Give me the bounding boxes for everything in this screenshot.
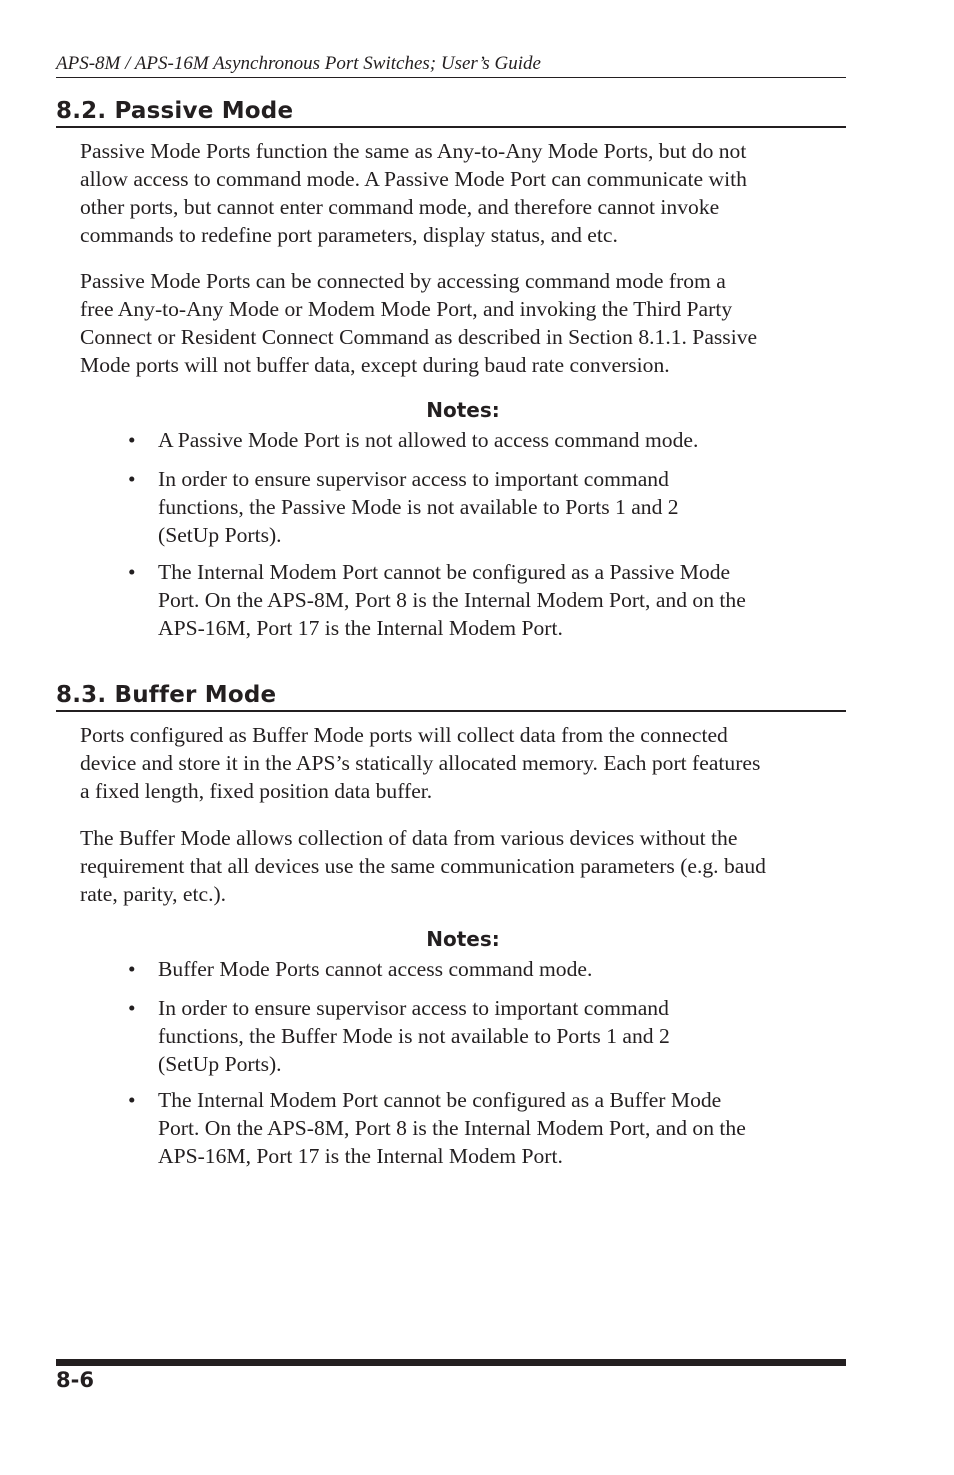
note-text: Buffer Mode Ports cannot access command mode. [158, 957, 593, 981]
paragraph: Ports configured as Buffer Mode ports will collect data from the connected device and store it in the APS’s statically allocated memory. Each port features a fixed length, fixed position data buffer. [80, 723, 761, 803]
bullet-icon: • [128, 560, 136, 584]
paragraph: Passive Mode Ports can be connected by accessing command mode from a free Any-to-Any Mode or Modem Mode Port, and invoking the Third Party Connect or Resident Connect Command as described in Section 8.1.1. Passive Mode ports will not buffer data, except during baud rate conversion. [80, 269, 758, 377]
note-text: The Internal Modem Port cannot be configured as a Buffer Mode Port. On the APS-8M, Port 8 is the Internal Modem Port, and on the APS-16M, Port 17 is the Internal Modem Port. [158, 1088, 746, 1168]
section-heading-buffer-mode: 8.3. Buffer Mode [56, 680, 846, 712]
note-text: In order to ensure supervisor access to important command functions, the Passive Mode is not available to Ports 1 and 2 (SetUp Ports). [158, 467, 679, 547]
bullet-icon: • [128, 428, 136, 452]
paragraph: Passive Mode Ports function the same as Any-to-Any Mode Ports, but do not allow access to command mode. A Passive Mode Port can communicate with other ports, but cannot enter command mode, and therefore cannot invoke commands to redefine port parameters, display status, and etc. [80, 139, 747, 247]
paragraph: The Buffer Mode allows collection of data from various devices without the requirement that all devices use the same communication parameters (e.g. baud rate, parity, etc.). [80, 826, 766, 906]
notes-title: Notes: [426, 398, 500, 422]
note-text: A Passive Mode Port is not allowed to access command mode. [158, 428, 699, 452]
note-text: The Internal Modem Port cannot be configured as a Passive Mode Port. On the APS-8M, Port 8 is the Internal Modem Port, and on the APS-16M, Port 17 is the Internal Modem Port. [158, 560, 746, 640]
notes-title: Notes: [426, 927, 500, 951]
bullet-icon: • [128, 996, 136, 1020]
footer-rule [56, 1359, 846, 1366]
section-heading-passive-mode: 8.2. Passive Mode [56, 96, 846, 128]
note-text: In order to ensure supervisor access to important command functions, the Buffer Mode is not available to Ports 1 and 2 (SetUp Ports). [158, 996, 670, 1076]
page-number: 8-6 [56, 1368, 94, 1392]
bullet-icon: • [128, 957, 136, 981]
bullet-icon: • [128, 467, 136, 491]
running-head: APS-8M / APS-16M Asynchronous Port Switches; User’s Guide [56, 52, 846, 78]
bullet-icon: • [128, 1088, 136, 1112]
